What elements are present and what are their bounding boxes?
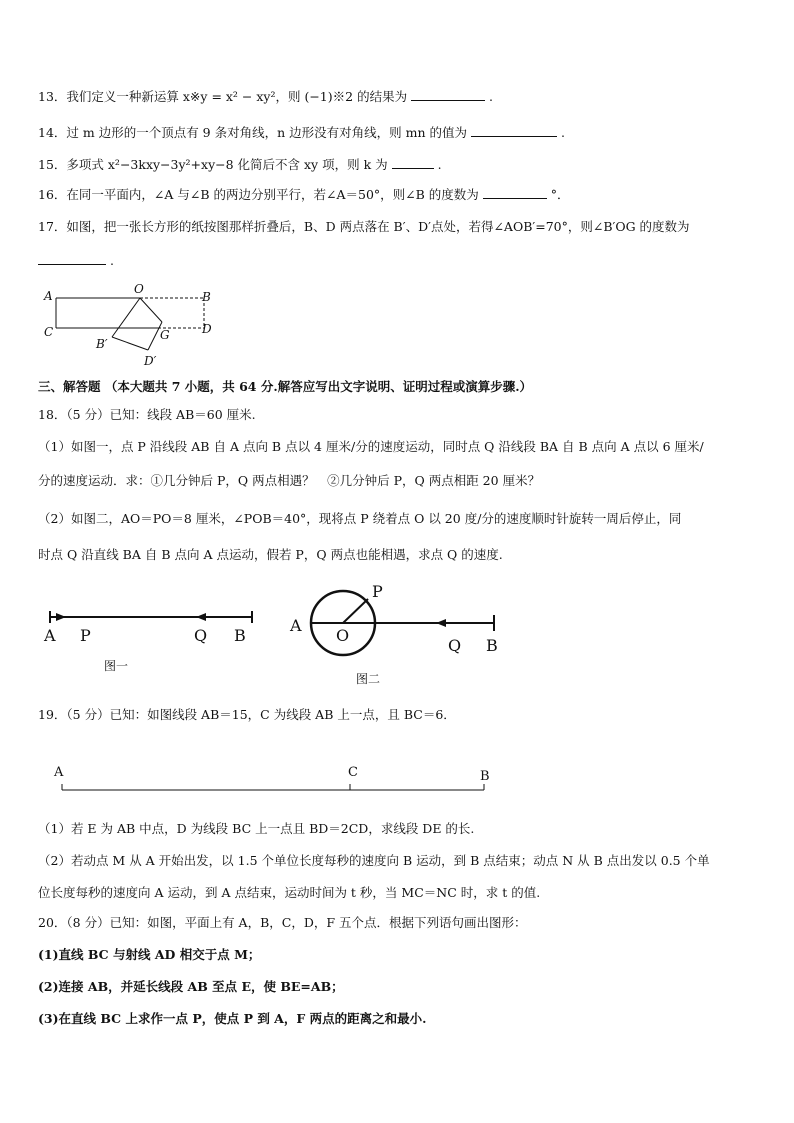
fig18-1-label-B: B [234,626,246,645]
fig18-1-arrow-Q [196,613,206,621]
question-15-end: . [437,157,442,172]
question-18-part1-b: 分的速度运动．求：①几分钟后 P，Q 两点相遇？ ②几分钟后 P，Q 两点相距 20 厘米？ [38,473,541,488]
fig18-2-label-A: A [290,616,302,635]
figure-18-two [289,582,498,686]
question-16-text: 16．在同一平面内，∠A 与∠B 的两边分别平行，若∠A＝50°，则∠B 的度数为 [38,187,479,202]
question-14-text: 14．过 m 边形的一个顶点有 9 条对角线，n 边形没有对角线，则 mn 的值为 [38,125,467,140]
fig18-2-radius-OP [343,599,368,623]
fig18-2-label-O: O [336,626,350,645]
fig17-label-O: O [134,282,144,296]
fig18-1-label-Q: Q [194,626,208,645]
fig17-line-OG [140,298,162,322]
fig17-label-D: D [202,322,212,336]
question-19-part2-a: （2）若动点 M 从 A 开始出发，以 1.5 个单位长度每秒的速度向 B 运动，到 B 点结束；动点 N 从 B 点出发以 0.5 个单 [38,853,710,868]
fig19-label-A: A [54,765,64,780]
question-19-part2-b: 位长度每秒的速度向 A 运动，到 A 点结束，运动时间为 t 秒，当 MC＝NC 时，求 t 的值. [38,885,541,900]
fig18-1-arrow-P [56,613,66,621]
question-17 [38,218,690,236]
answer-blank-15[interactable] [392,156,434,169]
figure-18 [38,575,518,695]
fig17-line-OB1 [112,298,140,337]
fig18-1-caption: 图一 [104,659,129,673]
question-18-part2-a: （2）如图二，AO＝PO＝8 厘米，∠POB＝40°，现将点 P 绕着点 O 以 20 度/分的速度顺时针旋转一周后停止，同 [38,511,682,526]
question-20-step2: (2)连接 AB，并延长线段 AB 至点 E，使 BE=AB； [38,979,344,994]
question-13-text: 13．我们定义一种新运算 x※y = x² − xy²，则 (−1)※2 的结果为 [38,89,408,104]
fig18-2-label-B: B [486,636,498,655]
fig17-label-C: C [44,325,54,339]
question-20-step1: (1)直线 BC 与射线 AD 相交于点 M； [38,947,261,962]
question-16 [38,186,570,204]
question-20-step3: (3)在直线 BC 上求作一点 P，使点 P 到 A，F 两点的距离之和最小. [38,1011,427,1026]
question-17-answer-line [38,252,114,270]
fig17-label-B: B [202,290,211,304]
question-17-text: 17．如图，把一张长方形的纸按图那样折叠后，B、D 两点落在 B′、D′点处，若得∠AOB′=70°，则∠B′OG 的度数为 [38,219,690,234]
fig18-2-caption: 图二 [356,672,381,686]
fig17-label-D-prime: D′ [144,354,157,368]
question-17-end: . [109,253,114,268]
answer-blank-17[interactable] [38,252,106,265]
fig18-2-arrow-Q [436,619,446,627]
question-18-part1-a: （1）如图一，点 P 沿线段 AB 自 A 点向 B 点以 4 厘米/分的速度运动，同时点 Q 沿线段 BA 自 B 点向 A 点以 6 厘米/ [38,439,704,454]
answer-blank-16[interactable] [483,186,547,199]
fig17-label-G: G [160,328,170,342]
question-14 [38,124,565,142]
fig19-label-C: C [348,765,358,780]
fig17-label-B-prime: B′ [96,337,108,351]
question-19-part1: （1）若 E 为 AB 中点，D 为线段 BC 上一点且 BD＝2CD，求线段 DE 的长. [38,821,475,836]
question-19-head: 19．（5 分）已知：如图线段 AB＝15，C 为线段 AB 上一点，且 BC＝6． [38,707,456,722]
answer-blank-13[interactable] [411,88,485,101]
question-14-end: . [560,125,565,140]
question-18-part2-b: 时点 Q 沿直线 BA 自 B 点向 A 点运动，假若 P，Q 两点也能相遇，求点 Q 的速度. [38,547,503,562]
fig18-1-label-A: A [44,626,56,645]
question-16-end: °． [550,187,570,202]
fig19-label-B: B [480,769,490,784]
fig17-line-B1D1 [112,337,148,350]
section-3-title: 三、解答题 （本大题共 7 小题，共 64 分.解答应写出文字说明、证明过程或演算步骤.） [38,379,533,394]
figure-19 [38,760,508,800]
question-20-head: 20．（8 分）已知：如图，平面上有 A，B，C，D，F 五个点．根据下列语句画出图形： [38,915,527,930]
fig17-label-A: A [44,289,53,303]
figure-18-one [43,611,252,673]
question-13 [38,88,493,106]
figure-17 [38,282,228,372]
question-13-end: . [489,89,494,104]
fig18-2-label-Q: Q [448,636,462,655]
fig18-2-label-P: P [372,582,383,601]
fig18-1-label-P: P [80,626,91,645]
question-15 [38,156,442,174]
question-15-text: 15．多项式 x²−3kxy−3y²+xy−8 化简后不含 xy 项，则 k 为 [38,157,388,172]
answer-blank-14[interactable] [471,124,557,137]
question-18-head: 18．（5 分）已知：线段 AB＝60 厘米. [38,407,256,422]
